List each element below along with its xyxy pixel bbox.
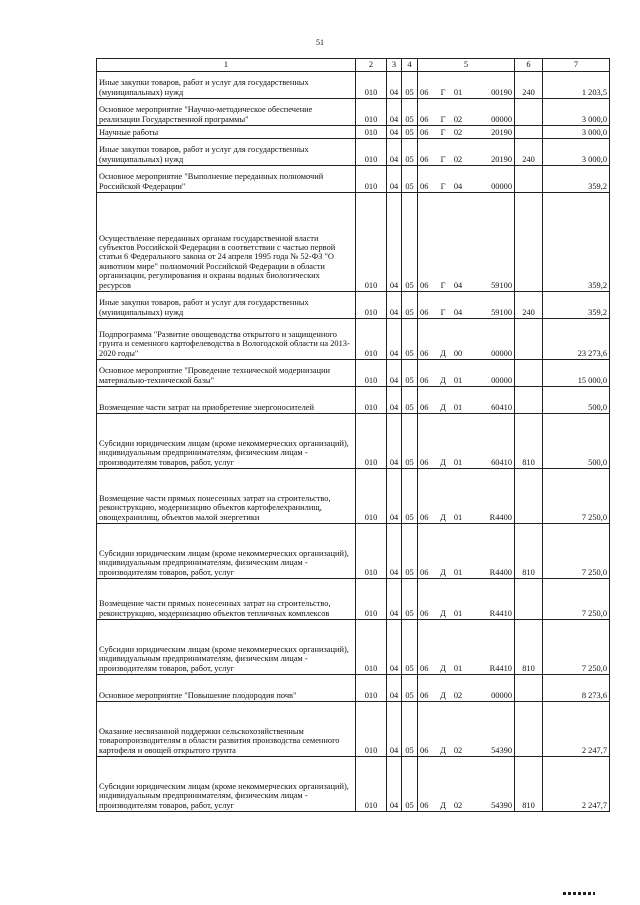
row-expense-type xyxy=(515,469,543,524)
row-code-4: 05 xyxy=(402,414,418,469)
row-target-code: 06 Д 01 00000 xyxy=(418,360,515,387)
row-expense-type: 810 xyxy=(515,620,543,675)
row-target-code: 06 Д 02 54390 xyxy=(418,757,515,812)
table-row xyxy=(97,387,610,414)
header-col-3: 3 xyxy=(387,59,402,72)
row-code-2: 010 xyxy=(356,72,387,99)
row-code-4: 05 xyxy=(402,675,418,702)
row-amount: 3 000,0 xyxy=(543,126,610,139)
row-code-2: 010 xyxy=(356,387,387,414)
table-row xyxy=(97,524,610,579)
row-amount: 8 273,6 xyxy=(543,675,610,702)
table-row xyxy=(97,579,610,620)
header-col-2: 2 xyxy=(356,59,387,72)
row-code-3: 04 xyxy=(387,292,402,319)
row-expense-type: 810 xyxy=(515,414,543,469)
row-code-4: 05 xyxy=(402,126,418,139)
row-code-3: 04 xyxy=(387,193,402,292)
row-code-3: 04 xyxy=(387,702,402,757)
row-code-2: 010 xyxy=(356,319,387,360)
row-expense-type xyxy=(515,675,543,702)
row-name: Научные работы xyxy=(97,126,356,139)
row-name: Возмещение части прямых понесенных затрат на строительство, реконструкцию, модернизацию объектов тепличных комплексов xyxy=(97,579,356,620)
row-code-3: 04 xyxy=(387,126,402,139)
row-code-3: 04 xyxy=(387,675,402,702)
row-amount: 2 247,7 xyxy=(543,757,610,812)
row-name: Основное мероприятие "Выполнение переданных полномочий Российской Федерации" xyxy=(97,166,356,193)
row-amount: 2 247,7 xyxy=(543,702,610,757)
row-amount: 7 250,0 xyxy=(543,524,610,579)
row-code-3: 04 xyxy=(387,360,402,387)
row-target-code: 06 Г 04 59100 xyxy=(418,193,515,292)
row-expense-type xyxy=(515,360,543,387)
row-amount: 359,2 xyxy=(543,193,610,292)
row-expense-type xyxy=(515,126,543,139)
row-code-2: 010 xyxy=(356,414,387,469)
row-expense-type xyxy=(515,193,543,292)
row-code-4: 05 xyxy=(402,139,418,166)
row-code-2: 010 xyxy=(356,675,387,702)
row-code-2: 010 xyxy=(356,360,387,387)
row-name: Осуществление переданных органам государственной власти субъектов Российской Федерации в соответствии с частью первой статьи 6 Федерального закона от 24 апреля 1995 года № 52-ФЗ "О животном мире" полномочий Российской Федерации в области организации, регулирования и охраны водных биологических ресурсов xyxy=(97,193,356,292)
header-col-4: 4 xyxy=(402,59,418,72)
row-target-code: 06 Д 01 R4400 xyxy=(418,469,515,524)
header-col-6: 6 xyxy=(515,59,543,72)
table-row xyxy=(97,126,610,139)
row-name: Основное мероприятие "Проведение технической модернизации материально-технической базы" xyxy=(97,360,356,387)
row-code-3: 04 xyxy=(387,319,402,360)
row-target-code: 06 Г 02 20190 xyxy=(418,139,515,166)
row-expense-type: 240 xyxy=(515,139,543,166)
row-name: Иные закупки товаров, работ и услуг для государственных (муниципальных) нужд xyxy=(97,292,356,319)
row-amount: 1 203,5 xyxy=(543,72,610,99)
table-row xyxy=(97,469,610,524)
table-row xyxy=(97,675,610,702)
row-name: Подпрограмма "Развитие овощеводства открытого и защищенного грунта и семенного картофелеводства в Вологодской области на 2013-2020 годы" xyxy=(97,319,356,360)
row-expense-type xyxy=(515,387,543,414)
row-code-2: 010 xyxy=(356,620,387,675)
row-code-4: 05 xyxy=(402,579,418,620)
table-row xyxy=(97,193,610,292)
row-name: Субсидии юридическим лицам (кроме некоммерческих организаций), индивидуальным предпринимателям, физическим лицам - производителям товаров, работ, услуг xyxy=(97,524,356,579)
header-col-7: 7 xyxy=(543,59,610,72)
row-expense-type xyxy=(515,319,543,360)
row-expense-type: 810 xyxy=(515,524,543,579)
budget-table xyxy=(96,58,610,812)
header-col-5: 5 xyxy=(418,59,515,72)
row-amount: 3 000,0 xyxy=(543,139,610,166)
row-code-3: 04 xyxy=(387,469,402,524)
row-target-code: 06 Д 01 R4410 xyxy=(418,620,515,675)
row-code-3: 04 xyxy=(387,166,402,193)
row-code-2: 010 xyxy=(356,579,387,620)
row-target-code: 06 Г 02 20190 xyxy=(418,126,515,139)
row-code-4: 05 xyxy=(402,72,418,99)
row-code-2: 010 xyxy=(356,757,387,812)
row-expense-type xyxy=(515,166,543,193)
row-code-3: 04 xyxy=(387,387,402,414)
row-code-3: 04 xyxy=(387,757,402,812)
row-code-3: 04 xyxy=(387,414,402,469)
row-name: Субсидии юридическим лицам (кроме некоммерческих организаций), индивидуальным предпринимателям, физическим лицам - производителям товаров, работ, услуг xyxy=(97,757,356,812)
row-expense-type xyxy=(515,702,543,757)
row-expense-type: 810 xyxy=(515,757,543,812)
row-amount: 3 000,0 xyxy=(543,99,610,126)
table-row xyxy=(97,292,610,319)
row-name: Возмещение части прямых понесенных затрат на строительство, реконструкцию, модернизацию объектов картофелехранилищ, овощехранилищ, объектов малой энергетики xyxy=(97,469,356,524)
row-amount: 23 273,6 xyxy=(543,319,610,360)
row-name: Основное мероприятие "Повышение плодородия почв" xyxy=(97,675,356,702)
row-name: Субсидии юридическим лицам (кроме некоммерческих организаций), индивидуальным предпринимателям, физическим лицам - производителям товаров, работ, услуг xyxy=(97,414,356,469)
row-name: Иные закупки товаров, работ и услуг для государственных (муниципальных) нужд xyxy=(97,139,356,166)
table-row xyxy=(97,139,610,166)
row-amount: 359,2 xyxy=(543,292,610,319)
row-expense-type xyxy=(515,99,543,126)
row-code-2: 010 xyxy=(356,126,387,139)
row-code-2: 010 xyxy=(356,193,387,292)
row-target-code: 06 Д 01 R4400 xyxy=(418,524,515,579)
row-code-2: 010 xyxy=(356,99,387,126)
row-name: Иные закупки товаров, работ и услуг для государственных (муниципальных) нужд xyxy=(97,72,356,99)
row-code-2: 010 xyxy=(356,139,387,166)
row-code-4: 05 xyxy=(402,166,418,193)
row-code-2: 010 xyxy=(356,524,387,579)
row-target-code: 06 Г 02 00000 xyxy=(418,99,515,126)
row-code-4: 05 xyxy=(402,757,418,812)
row-code-3: 04 xyxy=(387,524,402,579)
row-target-code: 06 Д 02 54390 xyxy=(418,702,515,757)
row-target-code: 06 Г 01 00190 xyxy=(418,72,515,99)
table-row xyxy=(97,72,610,99)
row-code-2: 010 xyxy=(356,469,387,524)
row-expense-type: 240 xyxy=(515,72,543,99)
row-amount: 500,0 xyxy=(543,414,610,469)
row-target-code: 06 Г 04 00000 xyxy=(418,166,515,193)
table-row xyxy=(97,620,610,675)
row-code-4: 05 xyxy=(402,702,418,757)
row-target-code: 06 Д 01 60410 xyxy=(418,387,515,414)
table-row xyxy=(97,99,610,126)
row-name: Субсидии юридическим лицам (кроме некоммерческих организаций), индивидуальным предпринимателям, физическим лицам - производителям товаров, работ, услуг xyxy=(97,620,356,675)
row-amount: 7 250,0 xyxy=(543,579,610,620)
header-row xyxy=(97,59,610,72)
row-code-4: 05 xyxy=(402,469,418,524)
row-code-4: 05 xyxy=(402,292,418,319)
row-name: Оказание несвязанной поддержки сельскохозяйственным товаропроизводителям в области развития производства семенного картофеля и овощей открытого грунта xyxy=(97,702,356,757)
row-amount: 359,2 xyxy=(543,166,610,193)
row-target-code: 06 Д 01 R4410 xyxy=(418,579,515,620)
row-code-2: 010 xyxy=(356,292,387,319)
row-target-code: 06 Д 01 60410 xyxy=(418,414,515,469)
row-expense-type: 240 xyxy=(515,292,543,319)
table-row xyxy=(97,319,610,360)
row-code-2: 010 xyxy=(356,702,387,757)
row-target-code: 06 Д 00 00000 xyxy=(418,319,515,360)
row-code-3: 04 xyxy=(387,139,402,166)
table-row xyxy=(97,757,610,812)
table-row xyxy=(97,360,610,387)
row-code-4: 05 xyxy=(402,524,418,579)
table-row xyxy=(97,414,610,469)
row-amount: 7 250,0 xyxy=(543,620,610,675)
table-row xyxy=(97,702,610,757)
row-amount: 15 000,0 xyxy=(543,360,610,387)
row-code-3: 04 xyxy=(387,99,402,126)
row-name: Возмещение части затрат на приобретение энергоносителей xyxy=(97,387,356,414)
header-col-1: 1 xyxy=(97,59,356,72)
row-code-3: 04 xyxy=(387,579,402,620)
row-code-4: 05 xyxy=(402,387,418,414)
row-code-2: 010 xyxy=(356,166,387,193)
row-code-4: 05 xyxy=(402,620,418,675)
row-code-4: 05 xyxy=(402,193,418,292)
row-expense-type xyxy=(515,579,543,620)
row-code-4: 05 xyxy=(402,319,418,360)
row-amount: 500,0 xyxy=(543,387,610,414)
row-target-code: 06 Д 02 00000 xyxy=(418,675,515,702)
row-code-3: 04 xyxy=(387,620,402,675)
row-name: Основное мероприятие "Научно-методическое обеспечение реализации Государственной программы" xyxy=(97,99,356,126)
row-amount: 7 250,0 xyxy=(543,469,610,524)
row-code-4: 05 xyxy=(402,99,418,126)
page-number: 51 xyxy=(316,38,324,47)
table-row xyxy=(97,166,610,193)
scan-mark xyxy=(563,892,595,895)
row-code-3: 04 xyxy=(387,72,402,99)
row-target-code: 06 Г 04 59100 xyxy=(418,292,515,319)
row-code-4: 05 xyxy=(402,360,418,387)
